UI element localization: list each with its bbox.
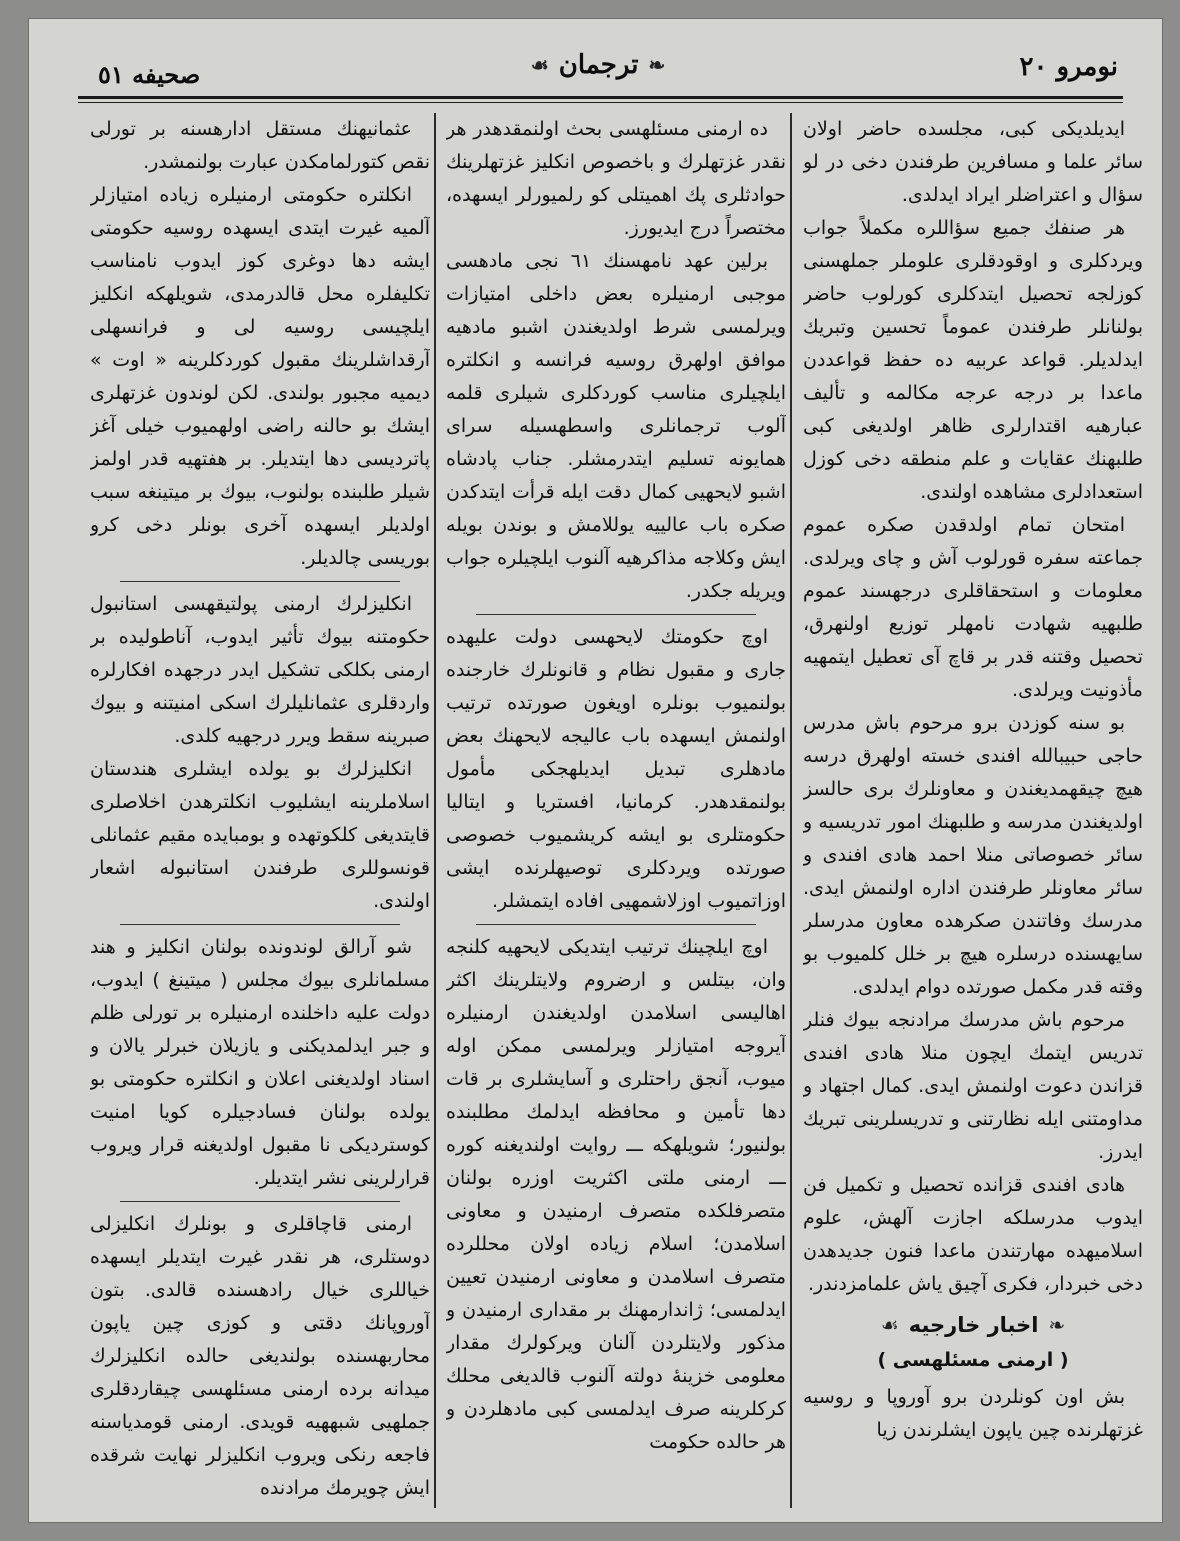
issue-number: نومرو ٢٠ [1019, 52, 1118, 82]
newspaper-page [28, 18, 1163, 1523]
ornament-icon: ☙ [530, 53, 549, 77]
paragraph: اوچ حکومتك لایحهسی دولت علیهده جاری و مقبول نظام و قانونلرك خارجنده بولنمیوب بونلره اویغون صورتده ترتیب اولنمش ایسهده باب عالیجه لایحهنك بعض مادهلری تبدیل ایدیلهجکی مأمول بولنمقدهدر. کرمانیا، افستریا و ایتالیا حکومتلری بو ایشه کریشمیوب خصوصی صورتده ویردکلری توصیهلرنده ایشی اوزاتمیوب اوزلاشمهیی افاده ایتمشلر. [446, 626, 786, 912]
section-subheading: ( ارمنی مسئلهسی ) [877, 1349, 1069, 1371]
paragraph-separator [120, 581, 400, 582]
paragraph: شو آرالق لوندونده بولنان انکلیز و هند مسلمانلری بیوك مجلس ( میتینغ ) ایدوب، دولت علیه داخلنده ارمنیلره بر تورلی ظلم و جبر ایدلمدیکنی و یازیلان خبرلر یالان و اسناد اولدیغنی اعلان و انکلتره حکومتی بو یولده بولنان فسادجیلره کویا امنیت کوستردیکی نا مقبول اولدیغنه قرار ویروب قرارلرینی نشر ایتدیلر. [90, 936, 430, 1189]
section-heading-text: اخبار خارجیه [908, 1313, 1039, 1337]
paragraph: ده ارمنی مسئلهسی بحث اولنمقدهدر هر نقدر غزتهلرك و باخصوص انکلیز غزتهلرینك حوادثلری پك اهمیتلی کو رلمیورلر ایسهده، مختصراً درج ایدیورز. [446, 118, 786, 239]
paragraph: امتحان تمام اولدقدن صکره عموم جماعته سفره قورلوب آش و چای ویرلدی. معلومات و استحقاقلری درجهسند عموم طلبهیه شهادت نامهلر توزیع اولنهرق، تحصیل وقتنه قدر بر قاچ آی تعطیل ایتمهیه مأذونیت ویرلدی. [803, 514, 1143, 701]
header-rule [78, 96, 1123, 99]
paragraph: ایدیلدیکی کبی، مجلسده حاضر اولان سائر علما و مسافرین طرفندن دخی در لو سؤال و اعتراضلر ایراد ایدلدی. [803, 118, 1143, 206]
paragraph: اوچ ایلچینك ترتیب ایتدیکی لایحهیه کلنجه وان، بیتلس و ارضروم ولایتلرینك اکثر اهالیسی اسلامدن اولدیغندن ارمنیلره آیروجه امتیازلر ویرلمسی ممکن اوله میوب، آنجق راحتلری و آسایشلری بر قات دها تأمین و محافظه ایدلمك مطلبنده بولنیور؛ شویلهکه ـــ روایت اولندیغنه کوره ـــ ارمنی ملتی اکثریت اوزره بولنان متصرفلکده متصرف ارمنیدن و معاونی اسلامدن؛ اسلام زیاده اولان محللرده متصرف اسلامدن و معاونی ارمنیدن تعیین ایدلمسی؛ ژاندارمهنك بر مقداری ارمنیدن و مذکور ولایتلردن آلنان ویرکولرك مقدار معلومی خزینهٔ دولته آلنوب قالدیغی محلك کرکلرینه صرف ایدلمسی کبی مادهلردن و هر حالده حکومت [446, 936, 786, 1453]
column-divider [790, 113, 792, 1508]
column-middle [446, 113, 786, 1508]
paragraph: عثمانیهنك مستقل ادارهسنه بر تورلی نقص کتورلمامکدن عبارت بولنمشدر. [90, 118, 430, 173]
paragraph-separator [120, 1201, 400, 1202]
newspaper-title-text: ترجمان [558, 50, 639, 80]
paragraph-separator [476, 924, 756, 925]
page-number: صحیفه ٥١ [98, 60, 201, 89]
header-rule-thin [78, 102, 1123, 103]
paragraph: ارمنی قاچاقلری و بونلرك انکلیزلی دوستلری، هر نقدر غیرت ایتدیلر ایسهده خیاللری خیال رادهسنده قالدی. بتون آوروپانك دقتی و کوزی چین یاپون محاربهسنده بولندیغی حالده انکلیزلرك میدانه برده ارمنی مسئلهسی چیقاردقلری جملهیی شبههیه قویدی. ارمنی قومدیاسنه فاجعه رنکی ویروب انکلیزلر نهایت شرقده ایش چویرمك مرادنده [90, 1213, 430, 1499]
column-right [803, 113, 1143, 1508]
paragraph: بو سنه کوزدن برو مرحوم باش مدرس حاجی حبیبالله افندی خسته اولهرق درسه هیچ چیقهمدیغندن و معاونلرك بری حالسز اولدیغندن مدرسه و طلبهنك امور تدریسیه و سائر خصوصاتی منلا احمد هادی افندی و سائر معاونلر طرفندن اداره اولنمش ایدی. مدرسك وفاتندن صکرهده معاون مدرسلر سایهسنده درسلره هیچ بر خلل کلمیوب بو وقته قدر مکمل صورتده دوام ایدلدی. [803, 712, 1143, 998]
ornament-icon: ☙ [880, 1313, 899, 1337]
paragraph: هادی افندی قزانده تحصیل و تکمیل فن ایدوب مدرسلکه اجازت آلهش، علوم اسلامیهده مهارتندن ماعدا فنون جدیدهدن دخی خبردار، فکری آچیق یاش علمامزدندر. [803, 1174, 1143, 1295]
paragraph: انکلیزلرك بو یولده ایشلری هندستان اسلاملرینه ایشلیوب انکلترهدن اخلاصلری قایتدیغی کلکوتهده و بومبایده مقیم عثمانلی قونسوللری طرفندن استانبوله اشعار اولندی. [90, 758, 430, 912]
page-header [68, 38, 1128, 98]
paragraph: بش اون کونلردن برو آوروپا و روسیه غزتهلرنده چین یاپون ایشلرندن زیا [803, 1386, 1143, 1441]
column-divider [434, 113, 436, 1508]
section-heading [803, 1309, 1143, 1342]
paragraph: انکلتره حکومتی ارمنیلره زیاده امتیازلر آلمیه غیرت ایتدی ایسهده روسیه حکومتی ایشه دها دوغری کوز ایدوب نامناسب تکلیفلره محل قالدرمدی، شویلهکه انکلیز ایلچیسی روسیه لی و فرانسهلی آرقداشلرینك مقبول کوردکلرینه « اوت » دیمیه مجبور بولندی. لکن لوندون غزتهلری ایشك بو حالنه راضی اولهمیوب خیلی آغز پاتردیسی دها ایتدیلر. بر هفتهیه قدر اولمز شیلر طلبنده بولنوب، بیوك بر میتینغه سبب اولدیلر ایسهده آخری بونلر دخی کرو بوریسی چالدیلر. [90, 184, 430, 569]
ornament-icon: ❧ [648, 53, 666, 77]
paragraph: هر صنفك جمیع سؤاللره مکملاً جواب ویردکلری و اوقودقلری علوملر جملهسنی کوزلجه تحصیل ایتدکلری کورلوب حاضر بولنانلر طرفندن عموماً تحسین وتبریك ایدلدیلر. قواعد عربیه ده حفظ قواعددن ماعدا بر درجه عرجه مکالمه و تألیف عبارهیه اقتدارلری ظاهر اولدیغی کبی طلبهنك عقایات و علم منطقه دخی کوزل استعدادلری مشاهده اولندی. [803, 217, 1143, 503]
ornament-icon: ❧ [1048, 1313, 1066, 1337]
paragraph: انکلیزلرك ارمنی پولتیقهسی استانبول حکومتنه بیوك تأثیر ایدوب، آناطولیده بر ارمنی بکلکی تشکیل ایدر درجهده افکارلره واردقلری عثمانلیلرك اسکی امنیتنه و بیوك صبرینه سقط ویرر درجهیه کلدی. [90, 593, 430, 747]
paragraph: مرحوم باش مدرسك مرادنجه بیوك فنلر تدریس ایتمك ایچون منلا هادی افندی قزاندن دعوت اولنمش ایدی. کمال اجتهاد و مداومتنی ایله نظارتنی و تدریسلرینی تبریك ایدرز. [803, 1009, 1143, 1163]
newspaper-title [531, 50, 665, 80]
paragraph: برلین عهد نامهسنك ٦١ نجی مادهسی موجبی ارمنیلره بعض داخلی امتیازات ویرلمسی شرط اولدیغندن اشبو مادهیه موافق اولهرق روسیه فرانسه و انکلتره ایلچیلری مناسب کوردکلری شیلری قلمه آلوب ترجمانلری واسطهسیله سرای همایونه تسلیم ایتدرمشلر. جناب پادشاه اشبو لایحهیی کمال دقت ایله قرأت ایتدکدن صکره باب عالییه یوللامش و بوندن بویله ایش وکلاجه مذاکرهیه آلنوب ایلچیلره جواب ویریله جکدر. [446, 250, 786, 602]
paragraph-separator [120, 924, 400, 925]
column-left [90, 113, 430, 1508]
paragraph-separator [476, 614, 756, 615]
